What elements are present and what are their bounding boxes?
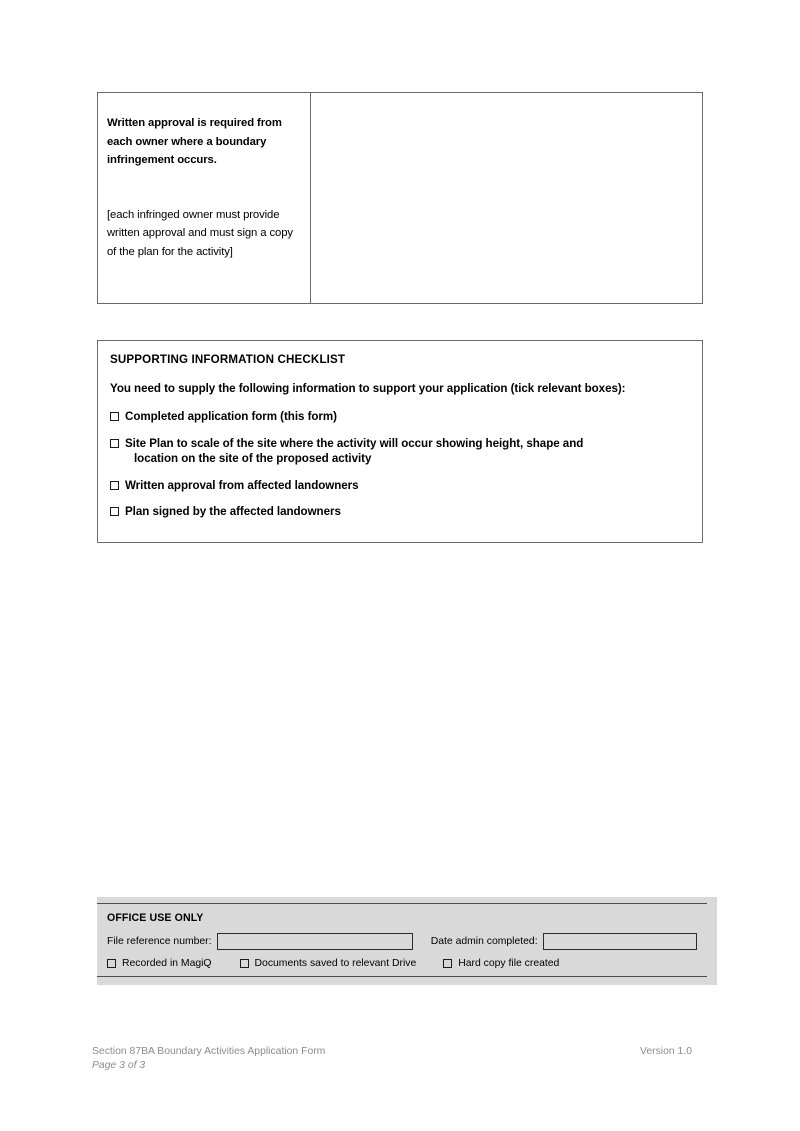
approval-answer-cell[interactable] xyxy=(311,93,702,303)
office-check-label: Documents saved to relevant Drive xyxy=(254,958,417,969)
list-item[interactable] xyxy=(110,478,688,494)
approval-note-text: [each infringed owner must provide written approval and must sign a copy of the plan for the activity] xyxy=(107,208,293,258)
supporting-information-checklist xyxy=(97,340,703,543)
date-admin-completed-label: Date admin completed: xyxy=(430,936,538,947)
checkbox-icon[interactable] xyxy=(240,959,249,968)
footer-version: Version 1.0 xyxy=(640,1046,692,1057)
office-checkbox-row xyxy=(107,958,697,969)
file-reference-input[interactable] xyxy=(217,933,413,950)
approval-requirement-table xyxy=(97,92,703,304)
footer-page-number: Page 3 of 3 xyxy=(92,1060,146,1071)
office-use-only-title: OFFICE USE ONLY xyxy=(107,912,204,924)
page-footer xyxy=(92,1046,692,1071)
checkbox-icon[interactable] xyxy=(110,412,119,421)
checkbox-icon[interactable] xyxy=(443,959,452,968)
approval-heading-text: Written approval is required from each owner where a boundary infringement occurs. xyxy=(107,117,282,167)
footer-top-row xyxy=(92,1046,692,1057)
office-use-only-section xyxy=(97,897,717,985)
checklist-intro-text: You need to supply the following information to support your application (tick relevant boxes): xyxy=(110,382,626,395)
office-check-hard-copy[interactable] xyxy=(443,958,559,969)
checklist-item-text: Written approval from affected landowners xyxy=(125,478,359,492)
office-check-label: Hard copy file created xyxy=(458,958,560,969)
checklist-item-label xyxy=(125,436,583,467)
approval-prompt-cell xyxy=(98,93,311,303)
checklist-item-label xyxy=(125,409,337,425)
checklist-title: SUPPORTING INFORMATION CHECKLIST xyxy=(110,353,346,366)
footer-form-title: Section 87BA Boundary Activities Application Form xyxy=(92,1046,326,1057)
list-item[interactable] xyxy=(110,436,688,467)
file-reference-label: File reference number: xyxy=(107,936,212,947)
office-use-only-box xyxy=(97,903,707,977)
checkbox-icon[interactable] xyxy=(107,959,116,968)
list-item[interactable] xyxy=(110,504,688,520)
checkbox-icon[interactable] xyxy=(110,481,119,490)
checklist-item-label xyxy=(125,478,359,494)
office-check-label: Recorded in MagiQ xyxy=(122,958,212,969)
checkbox-icon[interactable] xyxy=(110,439,119,448)
date-admin-completed-input[interactable] xyxy=(543,933,697,950)
office-field-row xyxy=(107,933,697,950)
office-check-documents-saved[interactable] xyxy=(240,958,417,969)
checklist-item-label xyxy=(125,504,341,520)
office-check-magiq[interactable] xyxy=(107,958,212,969)
checklist-item-text: Completed application form (this form) xyxy=(125,410,337,423)
checklist-item-list xyxy=(110,409,688,520)
checklist-item-text: Plan signed by the affected landowners xyxy=(125,505,341,518)
checkbox-icon[interactable] xyxy=(110,507,119,516)
checklist-item-text-continued: location on the site of the proposed activity xyxy=(134,452,372,465)
checklist-item-text: Site Plan to scale of the site where the activity will occur showing height, shape and xyxy=(125,436,584,450)
list-item[interactable] xyxy=(110,409,688,425)
